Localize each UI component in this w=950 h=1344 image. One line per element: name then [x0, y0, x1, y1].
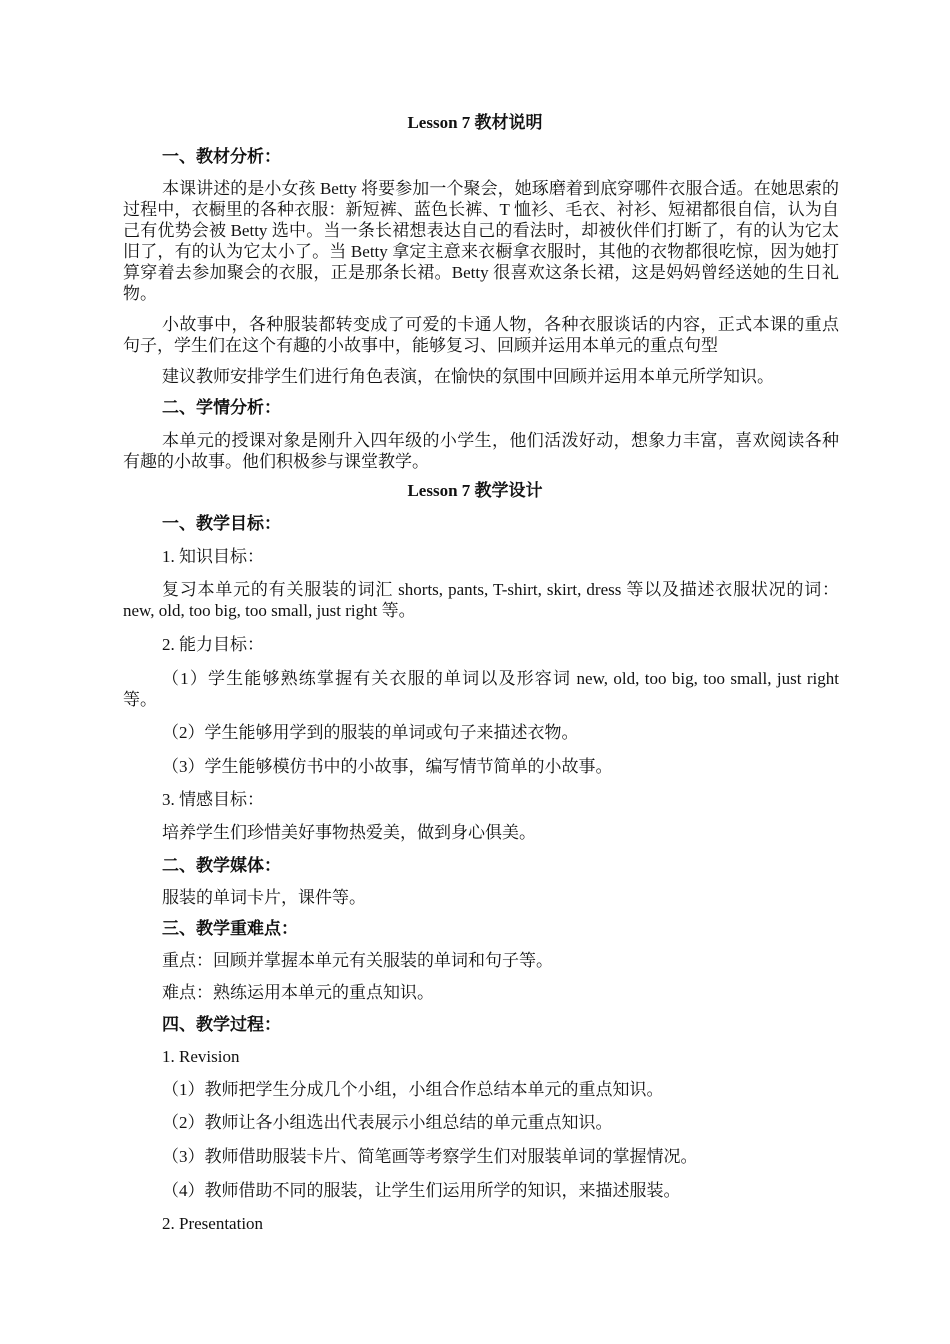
revision-step-1: （1）教师把学生分成几个小组，小组合作总结本单元的重点知识。 — [162, 1080, 664, 1099]
paragraph-knowledge-goal: 复习本单元的有关服装的词汇 shorts, pants, T-shirt, skirt, dress 等以及描述衣服状况的词：new, old, too big, too small, just right 等。 — [123, 580, 839, 620]
paragraph-material-story: 本课讲述的是小女孩 Betty 将要参加一个聚会，她琢磨着到底穿哪件衣服合适。在她思索的过程中，衣橱里的各种衣服：新短裤、蓝色长裤、T 恤衫、毛衣、衬衫、短裙都很自信，认为自己有优势会被 Betty 选中。当一条长裙想表达自己的看法时，却被伙伴们打断了，有的认为它太旧了，有的认为它太小了。当 Betty 拿定主意来衣橱拿衣服时，其他的衣物都很吃惊，因为她打算穿着去参加聚会的衣服，正是那条长裙。Betty 很喜欢这条长裙，这是妈妈曾经送她的生日礼物。 — [123, 179, 839, 303]
paragraph-ability-goal-3: （3）学生能够模仿书中的小故事，编写情节简单的小故事。 — [162, 757, 613, 776]
revision-step-3: （3）教师借助服装卡片、简笔画等考察学生们对服装单词的掌握情况。 — [162, 1147, 698, 1166]
lesson-title-material: Lesson 7 教材说明 — [407, 113, 543, 132]
paragraph-material-suggestion: 建议教师安排学生们进行角色表演，在愉快的氛围中回顾并运用本单元所学知识。 — [162, 367, 774, 386]
paragraph-difficult-point: 难点：熟练运用本单元的重点知识。 — [162, 983, 434, 1002]
heading-teaching-media: 二、教学媒体： — [162, 856, 281, 875]
revision-step-4: （4）教师借助不同的服装，让学生们运用所学的知识，来描述服装。 — [162, 1181, 681, 1200]
lesson-title-design: Lesson 7 教学设计 — [407, 481, 543, 500]
heading-teaching-process: 四、教学过程： — [162, 1015, 281, 1034]
paragraph-ability-goal-2: （2）学生能够用学到的服装的单词或句子来描述衣物。 — [162, 723, 579, 742]
subheading-presentation: 2. Presentation — [162, 1214, 264, 1233]
heading-student-analysis: 二、学情分析： — [162, 398, 281, 417]
subheading-ability-goal: 2. 能力目标： — [162, 635, 264, 654]
paragraph-student-analysis: 本单元的授课对象是刚升入四年级的小学生，他们活泼好动，想象力丰富，喜欢阅读各种有趣的小故事。他们积极参与课堂教学。 — [123, 431, 839, 471]
heading-teaching-goals: 一、教学目标： — [162, 514, 281, 533]
paragraph-key-point: 重点：回顾并掌握本单元有关服装的单词和句子等。 — [162, 951, 553, 970]
paragraph-emotion-goal: 培养学生们珍惜美好事物热爱美，做到身心俱美。 — [162, 823, 536, 842]
paragraph-ability-goal-1: （1）学生能够熟练掌握有关衣服的单词以及形容词 new, old, too big, too small, just right 等。 — [123, 669, 839, 709]
revision-step-2: （2）教师让各小组选出代表展示小组总结的单元重点知识。 — [162, 1113, 613, 1132]
subheading-knowledge-goal: 1. 知识目标： — [162, 547, 264, 566]
paragraph-teaching-media: 服装的单词卡片，课件等。 — [162, 888, 366, 907]
paragraph-material-story-2: 小故事中，各种服装都转变成了可爱的卡通人物，各种衣服谈话的内容，正式本课的重点句子，学生们在这个有趣的小故事中，能够复习、回顾并运用本单元的重点句型 — [123, 315, 839, 355]
heading-key-points: 三、教学重难点： — [162, 919, 298, 938]
subheading-revision: 1. Revision — [162, 1047, 240, 1066]
heading-material-analysis: 一、教材分析： — [162, 147, 281, 166]
subheading-emotion-goal: 3. 情感目标： — [162, 790, 264, 809]
